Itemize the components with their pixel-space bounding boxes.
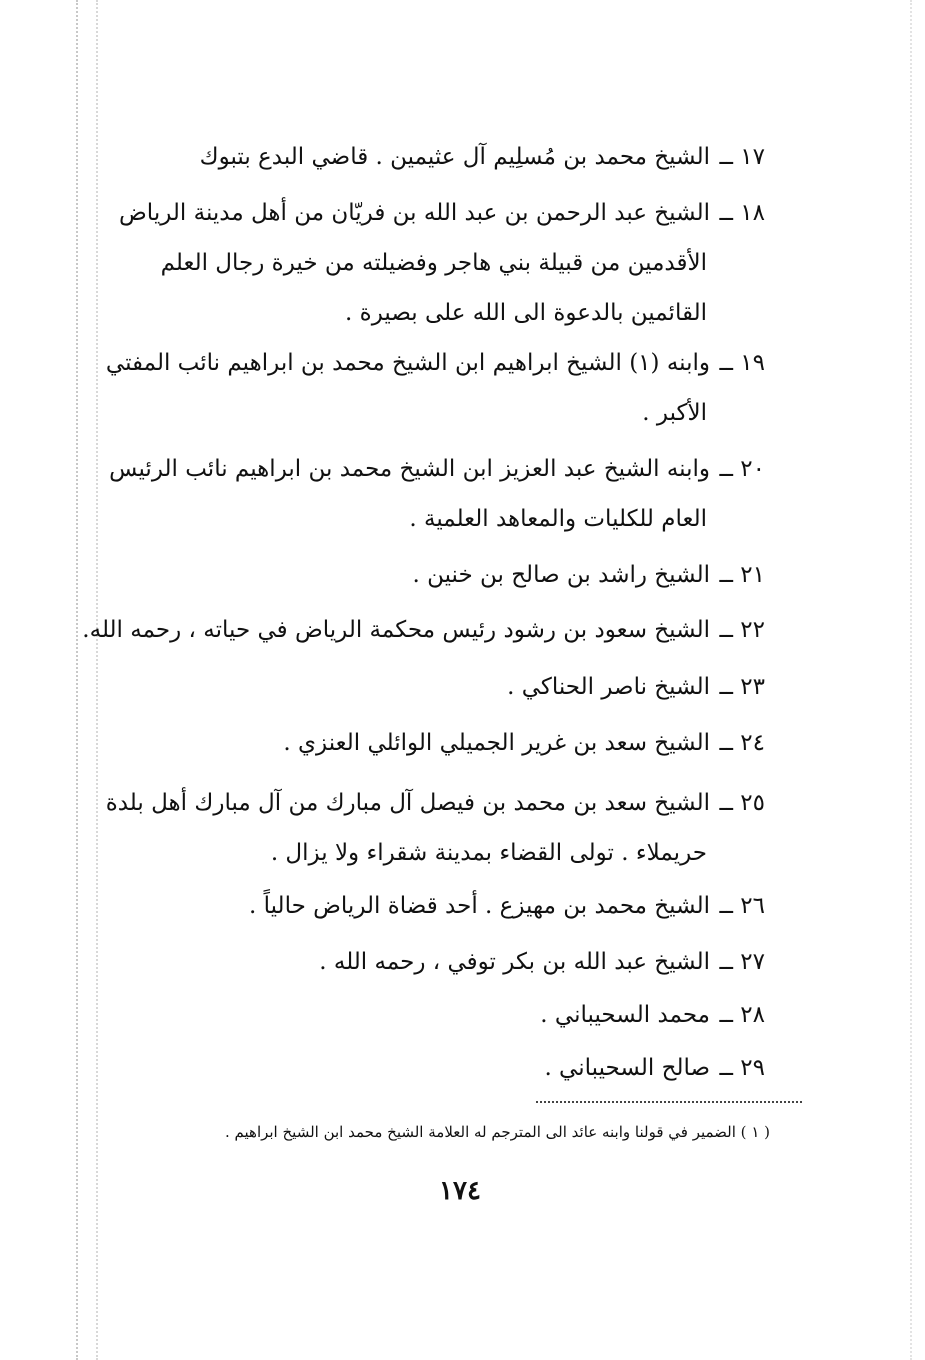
entry-number: ٢٣ ــ xyxy=(719,674,765,700)
entry-line xyxy=(140,937,765,987)
entry-text: الشيخ راشد بن صالح بن خنين . xyxy=(412,562,710,588)
entry-19 xyxy=(105,338,765,438)
entry-17 xyxy=(140,132,765,182)
entry-number: ٢١ ــ xyxy=(719,562,765,588)
entry-number: ٢٧ ــ xyxy=(719,949,765,975)
entry-26 xyxy=(140,881,765,931)
entry-line xyxy=(109,444,765,494)
entry-line xyxy=(140,662,765,712)
entry-text: الشيخ ناصر الحناكي . xyxy=(507,674,710,700)
entry-line: القائمين بالدعوة الى الله على بصيرة . xyxy=(345,300,707,326)
entry-number: ٢٠ ــ xyxy=(719,456,765,482)
entry-line xyxy=(82,605,765,655)
entry-20 xyxy=(109,444,765,544)
entry-text: الشيخ سعود بن رشود رئيس محكمة الرياض في حياته ، رحمه الله. xyxy=(82,617,710,643)
entry-number: ٢٢ ــ xyxy=(719,617,765,643)
footnote-divider xyxy=(536,1101,802,1103)
entry-line: حريملاء . تولى القضاء بمدينة شقراء ولا يزال . xyxy=(270,840,707,866)
entry-29 xyxy=(140,1043,765,1093)
entry-18 xyxy=(119,188,765,338)
entry-27 xyxy=(140,937,765,987)
entry-text: وابنه (١) الشيخ ابراهيم ابن الشيخ محمد بن ابراهيم نائب المفتي xyxy=(105,350,710,376)
entry-line xyxy=(119,188,765,238)
entry-text: وابنه الشيخ عبد العزيز ابن الشيخ محمد بن ابراهيم نائب الرئيس xyxy=(109,456,710,482)
entry-text: الشيخ عبد الرحمن بن عبد الله بن فريّان من أهل مدينة الرياض xyxy=(119,200,710,226)
scan-edge-right xyxy=(910,0,914,1360)
entry-text: الشيخ عبد الله بن بكر توفي ، رحمه الله . xyxy=(319,949,710,975)
page-number: ١٧٤ xyxy=(439,1176,481,1206)
entry-text: الشيخ محمد بن مُسلِيم آل عثيمين . قاضي البدع بتبوك xyxy=(199,144,710,170)
entry-24 xyxy=(140,718,765,768)
entry-line xyxy=(140,990,765,1040)
entry-22 xyxy=(82,605,765,655)
scan-edge-left xyxy=(76,0,80,1360)
entry-number: ١٩ ــ xyxy=(719,350,765,376)
entry-line: الأقدمين من قبيلة بني هاجر وفضيلته من خيرة رجال العلم xyxy=(160,250,707,276)
entry-line xyxy=(140,881,765,931)
entry-text: الشيخ سعد بن محمد بن فيصل آل مبارك من آل مبارك أهل بلدة xyxy=(105,790,710,816)
entry-28 xyxy=(140,990,765,1040)
entry-25 xyxy=(105,778,765,878)
footnote: ( ١ ) الضمير في قولنا وابنه عائد الى المترجم له العلامة الشيخ محمد ابن الشيخ ابراهيم . xyxy=(224,1123,770,1141)
entry-line: الأكبر . xyxy=(642,400,707,426)
entry-number: ٢٦ ــ xyxy=(719,893,765,919)
entry-line xyxy=(140,1043,765,1093)
entry-number: ١٧ ــ xyxy=(719,144,765,170)
entry-text: صالح السحيباني . xyxy=(544,1055,710,1081)
entry-23 xyxy=(140,662,765,712)
entry-number: ٢٤ ــ xyxy=(719,730,765,756)
entry-21 xyxy=(140,550,765,600)
entry-line xyxy=(105,338,765,388)
entry-text: الشيخ سعد بن غرير الجميلي الوائلي العنزي . xyxy=(283,730,710,756)
entry-number: ٢٨ ــ xyxy=(719,1002,765,1028)
entry-text: الشيخ محمد بن مهيزع . أحد قضاة الرياض حالياً . xyxy=(248,893,710,919)
entry-number: ٢٥ ــ xyxy=(719,790,765,816)
entry-number: ١٨ ــ xyxy=(719,200,765,226)
entry-line xyxy=(105,778,765,828)
scan-edge-left-inner xyxy=(96,0,100,1360)
entry-number: ٢٩ ــ xyxy=(719,1055,765,1081)
entry-line xyxy=(140,550,765,600)
entry-line xyxy=(140,132,765,182)
entry-text: محمد السحيباني . xyxy=(540,1002,710,1028)
entry-line: العام للكليات والمعاهد العلمية . xyxy=(409,506,707,532)
entry-line xyxy=(140,718,765,768)
